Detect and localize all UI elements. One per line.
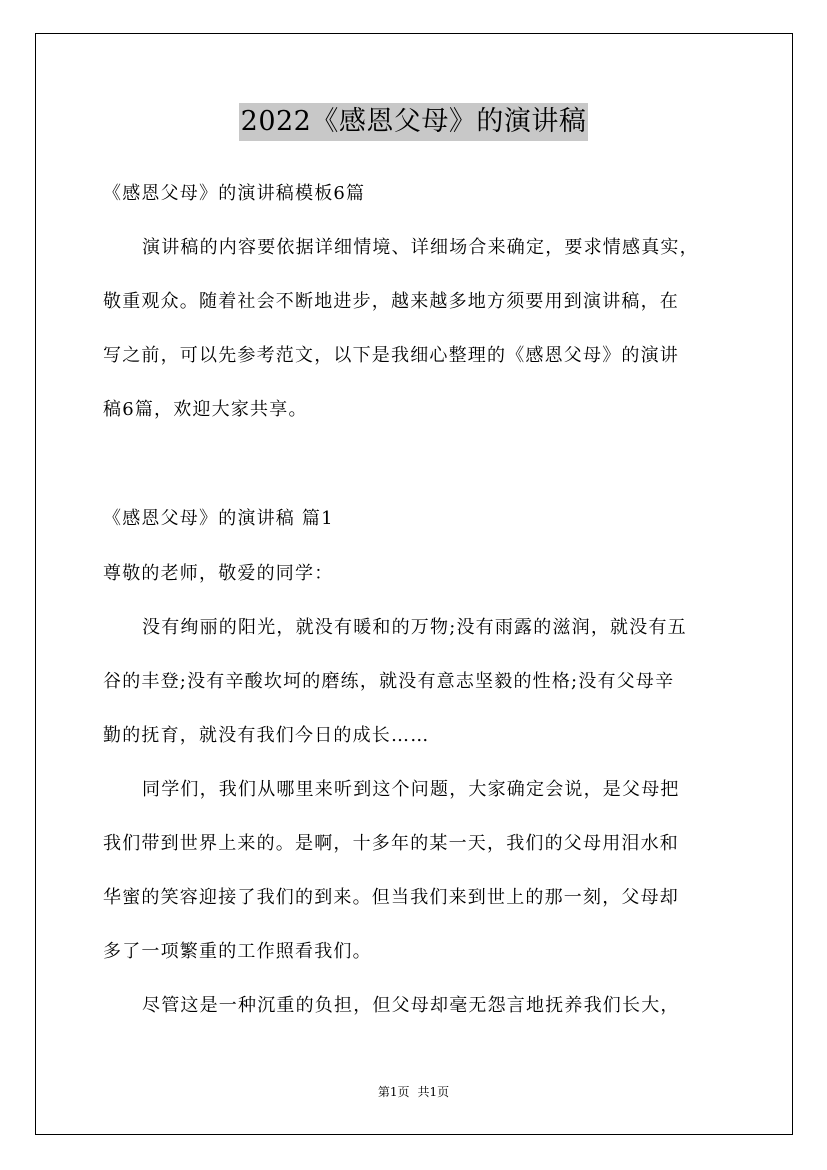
page-footer [0, 1084, 827, 1100]
intro-line: 演讲稿的内容要依据详细情境、详细场合来确定，要求情感真实， [142, 237, 699, 258]
paragraph-line: 我们带到世界上来的。是啊，十多年的某一天，我们的父母用泪水和 [103, 833, 679, 854]
paragraph-line: 谷的丰登;没有辛酸坎坷的磨练，就没有意志坚毅的性格;没有父母辛 [103, 671, 675, 692]
paragraph-line: 尽管这是一种沉重的负担，但父母却毫无怨言地抚养我们长大， [142, 995, 680, 1016]
section-heading: 《感恩父母》的演讲稿 篇1 [103, 508, 334, 529]
page-number: 第1页 [377, 1085, 410, 1099]
paragraph-line: 没有绚丽的阳光，就没有暖和的万物;没有雨露的滋润，就没有五 [142, 617, 687, 638]
paragraph-line: 勤的抚育，就没有我们今日的成长…… [103, 725, 430, 746]
intro-line: 敬重观众。随着社会不断地进步，越来越多地方须要用到演讲稿，在 [103, 291, 679, 312]
paragraph-line: 同学们，我们从哪里来听到这个问题，大家确定会说，是父母把 [142, 779, 680, 800]
document-title: 2022《感恩父母》的演讲稿 [239, 103, 589, 141]
title-container [0, 103, 827, 141]
greeting: 尊敬的老师，敬爱的同学： [103, 563, 334, 584]
intro-line: 稿6篇，欢迎大家共享。 [103, 399, 308, 420]
subtitle: 《感恩父母》的演讲稿模板6篇 [103, 183, 366, 204]
paragraph-line: 多了一项繁重的工作照看我们。 [103, 941, 372, 962]
intro-line: 写之前，可以先参考范文，以下是我细心整理的《感恩父母》的演讲 [103, 345, 679, 366]
paragraph-line: 华蜜的笑容迎接了我们的到来。但当我们来到世上的那一刻，父母却 [103, 887, 679, 908]
page-total: 共1页 [417, 1085, 450, 1099]
